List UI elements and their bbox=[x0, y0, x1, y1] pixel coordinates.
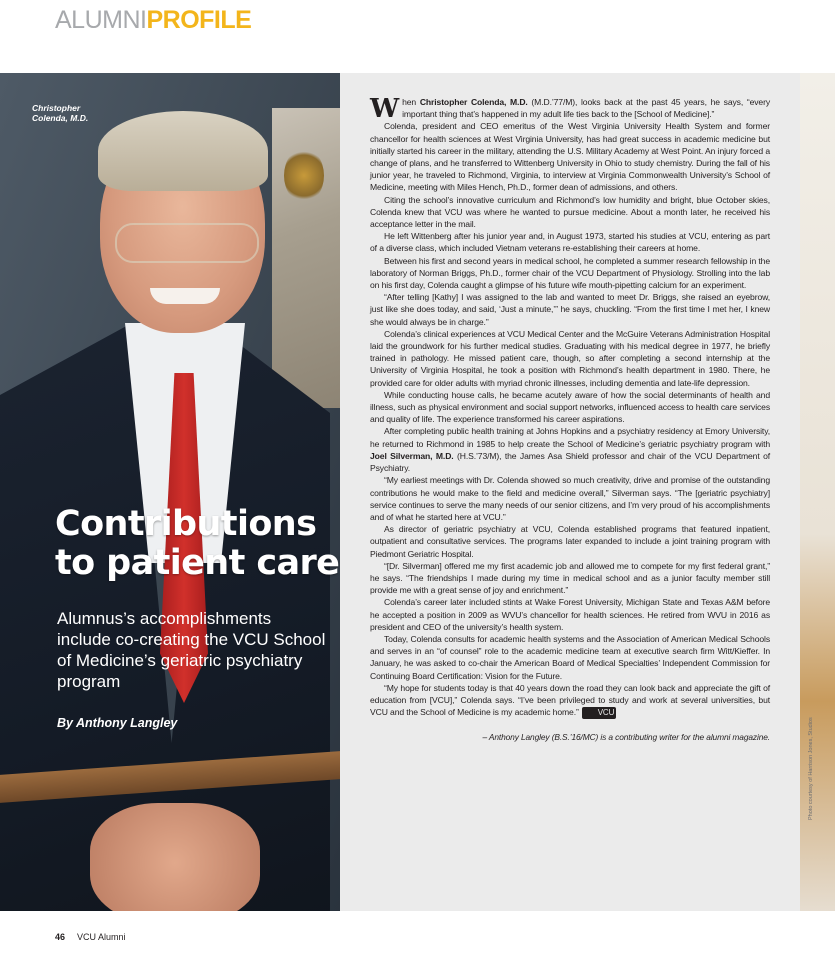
article-paragraph: “After telling [Kathy] I was assigned to the lab and wanted to meet Dr. Briggs, she raised an eyebrow, just like she does today, and said, ‘Just a minute,’” he says, chuckling. “From the first time I met her, I knew she would always be in charge.” bbox=[370, 292, 770, 327]
headline-line-1: Contributions bbox=[55, 504, 317, 544]
paragraph-text: “My hope for students today is that 40 years down the road they can look back and appreciate the gift of education from [VCU],” Colenda says. “I’ve been privileged to study and work at several universities, but VCU and the School of Medicine is my academic home.” bbox=[370, 682, 770, 718]
header-profile: PROFILE bbox=[146, 6, 252, 34]
section-header bbox=[55, 6, 251, 35]
headline-line-2: to patient care bbox=[55, 543, 340, 583]
page-number: 46 bbox=[55, 932, 66, 942]
article-paragraph: “My earliest meetings with Dr. Colenda showed so much creativity, drive and promise of the outstanding contributions he would make to the field and medicine overall,” Silverman says. “The [geriatric psychiatry] service continues to serve the many needs of our senior citizens, and I’m very proud of his accomplishments and of what he started here at VCU.” bbox=[370, 475, 770, 522]
person-name: Joel Silverman, M.D. bbox=[370, 450, 454, 461]
portrait-glasses bbox=[115, 223, 259, 263]
article-paragraph: Colenda’s clinical experiences at VCU Medical Center and the McGuire Veterans Administration Hospital laid the groundwork for his further medical studies. Graduating with his medical degree in 1977, he briefly trained in pathology. He missed patient care, though, so after completing a second internship at the University of Virginia Hospital, he took a position with Richmond’s health department in 1980. There, he provided care for older adults with myriad chronic illnesses, including dementia and late-life depression. bbox=[370, 328, 770, 388]
author-credit: – Anthony Langley (B.S.’16/MC) is a contributing writer for the alumni magazine. bbox=[482, 732, 770, 743]
article-paragraph: While conducting house calls, he became acutely aware of how the social determinants of health and illness, such as physical environment and social support networks, influenced access to health care services and quality of life. The experience transformed his career aspirations. bbox=[370, 389, 770, 425]
article-body bbox=[370, 96, 770, 744]
article-paragraph: Today, Colenda consults for academic health systems and the Association of American Medical Schools and serves in an “of counsel” role to the academic medicine team at executive search firm Witt/Kieffer. In January, he was asked to co-chair the American Board of Medical Specialties’ Independent Commission for Continuing Board Certification: Vision for the Future. bbox=[370, 633, 770, 681]
article-paragraph: Citing the school’s innovative curriculum and Richmond’s low humidity and bright, blue October skies, Colenda knew that VCU was where he wanted to pursue medicine. About a month later, he received his acceptance letter in the mail. bbox=[370, 194, 770, 230]
paragraph-text: (H.S.’73/M), the James Asa Shield professor and chair of the VCU Department of Psychiatry. bbox=[370, 450, 770, 474]
person-name: Christopher Colenda, M.D. bbox=[419, 97, 528, 107]
page-footer bbox=[55, 932, 126, 942]
caption-line-1: Christopher bbox=[32, 103, 81, 113]
article-paragraph bbox=[370, 425, 770, 474]
wall-painting bbox=[272, 108, 340, 408]
paragraph-text: After completing public health training at Johns Hopkins and a psychiatry residency at Emory University, he returned to Richmond in 1985 to help create the School of Medicine’s geriatric psychiatry program with bbox=[370, 426, 770, 449]
photo-credit: Photo courtesy of Harrison Jones, Studios bbox=[808, 717, 814, 820]
article-subhead: Alumnus’s accomplishments include co-creating the VCU School of Medicine’s geriatric psychiatry program bbox=[57, 609, 326, 691]
vcu-end-icon: VCU bbox=[582, 707, 617, 719]
article-paragraph: Colenda’s career later included stints at Wake Forest University, Michigan State and Texas A&M before he accepted a position in 2009 as WVU’s chancellor for health sciences. He retired from WVU in 2016 as president and CEO of the university’s health system. bbox=[370, 597, 770, 632]
publication-title: VCU Alumni bbox=[77, 932, 126, 942]
header-alumni: ALUMNI bbox=[55, 6, 147, 34]
article-paragraph: Colenda, president and CEO emeritus of the West Virginia University Health System and former chancellor for health sciences at West Virginia University, has had great success in academic medicine but initially started his career in the military, attending the U.S. Military Academy at West Point. An injury forced a change of plans, and he transferred to Wittenberg University in Ohio to study chemistry. During the fall of his junior year, he traveled to Richmond, Virginia, to interview at Virginia Commonwealth University’s School of Medicine, meeting with Miles Hench, Ph.D., former dean of admissions, and others. bbox=[370, 121, 770, 193]
article-paragraph bbox=[370, 682, 770, 720]
article-paragraph: He left Wittenberg after his junior year and, in August 1973, started his studies at VCU, entering as part of a diverse class, which included Vietnam veterans re-establishing their careers at home. bbox=[370, 231, 770, 254]
article-paragraph: As director of geriatric psychiatry at VCU, Colenda established programs that featured inpatient, outpatient and consultative services. The programs later expanded to include a joint training program with Piedmont Geriatric Hospital. bbox=[370, 524, 770, 559]
article-paragraph: “[Dr. Silverman] offered me my first academic job and allowed me to compete for my first federal grant,” he says. “The friendships I made during my time in medical school and as a junior faculty member still provide me with a great sense of joy and enrichment.” bbox=[370, 560, 770, 596]
paragraph-text: (M.D.’77/M), looks back at the past 45 years, he says, “every important thing that’s happened in my adult life ties back to the [School of Medicine].” bbox=[402, 97, 771, 120]
article-byline: By Anthony Langley bbox=[57, 716, 178, 730]
photo-caption bbox=[32, 103, 88, 123]
paragraph-text: hen bbox=[402, 97, 420, 107]
article-paragraph bbox=[370, 94, 771, 124]
caption-line-2: Colenda, M.D. bbox=[32, 113, 89, 123]
article-paragraph: Between his first and second years in medical school, he completed a summer research fellowship in the laboratory of Norman Briggs, Ph.D., former chair of the VCU Department of Physiology. Strolling into the lab on his first day, Colenda caught a glimpse of his future wife mouth-pipetting calcium for an experiment. bbox=[370, 255, 770, 291]
photo-background-right bbox=[797, 73, 835, 911]
drop-cap: W bbox=[370, 94, 400, 124]
painting-detail bbox=[284, 148, 324, 203]
article-headline bbox=[55, 505, 345, 583]
portrait-hands bbox=[90, 803, 260, 911]
portrait-hair bbox=[98, 111, 268, 191]
portrait-smile bbox=[150, 288, 220, 304]
